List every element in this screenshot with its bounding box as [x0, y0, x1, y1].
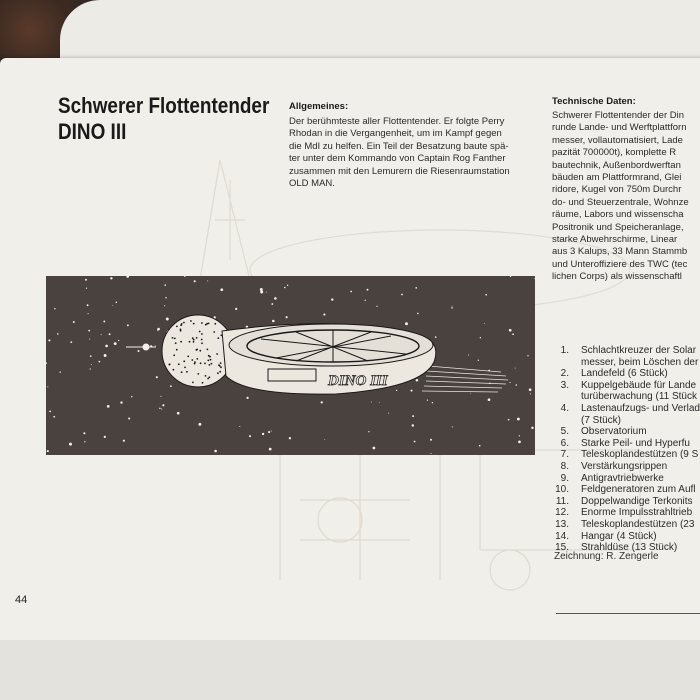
- star: [87, 304, 89, 306]
- star: [430, 439, 432, 441]
- general-line: ter unter dem Kommando von Captain Rog Fanther: [289, 153, 506, 165]
- list-item: [557, 473, 700, 485]
- star: [478, 360, 479, 361]
- sphere-window: [207, 349, 209, 351]
- sphere-window: [193, 339, 195, 341]
- sphere-window: [187, 356, 189, 358]
- sphere-window: [189, 341, 191, 343]
- list-text: Observatorium: [581, 426, 647, 438]
- page-number: 44: [15, 594, 28, 606]
- star: [220, 288, 223, 291]
- sphere-window: [216, 353, 218, 355]
- list-text: Lastenaufzugs- und Verlad: [581, 402, 700, 414]
- list-item: [557, 507, 700, 519]
- star: [48, 339, 50, 341]
- sphere-window: [199, 331, 201, 333]
- sphere-window: [213, 331, 215, 333]
- star: [155, 345, 156, 346]
- sphere-window: [199, 350, 201, 352]
- list-text: Doppelwandige Terkonits: [581, 495, 693, 507]
- list-item: [557, 438, 700, 450]
- star: [485, 294, 487, 296]
- list-item: [557, 519, 700, 531]
- star: [57, 333, 59, 335]
- sphere-window: [191, 359, 193, 361]
- star: [516, 384, 518, 386]
- sphere-window: [219, 365, 221, 367]
- star: [164, 284, 166, 286]
- sphere-window: [220, 362, 222, 364]
- star: [376, 306, 377, 307]
- list-num: 4.: [560, 402, 569, 414]
- star: [260, 291, 263, 294]
- star: [109, 333, 111, 335]
- sphere-window: [183, 322, 185, 324]
- sphere-window: [186, 371, 188, 373]
- sphere-window: [205, 375, 207, 377]
- star: [435, 336, 437, 338]
- star: [116, 302, 118, 304]
- list-item: [557, 496, 700, 508]
- technical-line: Positronik und Speicheranlage,: [552, 221, 684, 233]
- technical-line: ridore, Kugel von 750m Durchr: [552, 184, 682, 196]
- list-text: Teleskoplandestützen (23: [581, 518, 695, 530]
- title-line-1: Schwerer Flottentender: [58, 93, 270, 118]
- list-item: [557, 461, 700, 473]
- star: [198, 423, 201, 426]
- star: [331, 298, 333, 300]
- star: [165, 297, 167, 299]
- sphere-window: [194, 363, 196, 365]
- star: [451, 307, 453, 309]
- sphere-window: [197, 373, 199, 375]
- star: [414, 441, 416, 443]
- star: [519, 435, 520, 436]
- star: [388, 413, 389, 414]
- star: [246, 397, 248, 399]
- star: [85, 279, 87, 281]
- star: [137, 350, 139, 352]
- star: [105, 345, 108, 348]
- footer-rule: [556, 613, 700, 614]
- technical-text: [552, 110, 700, 284]
- sphere-window: [169, 364, 171, 366]
- list-text: Feldgeneratoren zum Aufl: [581, 484, 696, 496]
- list-num: 11.: [555, 495, 569, 507]
- technical-line: do- und Steuerzentrale, Wohnze: [552, 196, 689, 208]
- sphere-window: [193, 341, 195, 343]
- general-line: Rhodan in die Vergangenheit, um im Kampf gegen: [289, 128, 502, 140]
- star: [266, 292, 267, 293]
- title-line-2: DINO III: [58, 119, 127, 144]
- star: [452, 426, 453, 427]
- star: [509, 382, 510, 383]
- list-num: 5.: [560, 426, 569, 438]
- star: [104, 436, 106, 438]
- list-num: 1.: [560, 345, 569, 356]
- dino-iii-illustration: [46, 276, 535, 455]
- star: [468, 355, 469, 356]
- star: [365, 300, 366, 301]
- technical-heading: Technische Daten:: [552, 96, 636, 107]
- star: [161, 408, 162, 409]
- sphere-window: [196, 337, 198, 339]
- star: [430, 453, 431, 454]
- star: [271, 430, 272, 431]
- sphere-window: [201, 333, 203, 335]
- list-text: Kuppelgebäude für Lande: [581, 379, 697, 391]
- technical-line: runde Lande- und Werftplattforn: [552, 122, 687, 134]
- star: [415, 287, 417, 289]
- star: [128, 417, 130, 419]
- sphere-window: [192, 382, 194, 384]
- technical-line: bautechnik, Außenbordwerftan: [552, 159, 681, 171]
- star: [110, 277, 112, 279]
- star: [284, 287, 286, 289]
- sphere-window: [205, 324, 207, 326]
- star: [508, 419, 510, 421]
- sphere-window: [184, 367, 186, 369]
- star: [289, 437, 291, 439]
- star: [118, 340, 119, 341]
- general-line: zusammen mit den Lemurern die Riesenraumstation: [289, 165, 510, 177]
- star: [350, 291, 352, 293]
- command-sphere: [162, 315, 234, 387]
- sphere-window: [192, 337, 194, 339]
- star: [166, 318, 169, 321]
- list-item: [557, 449, 700, 461]
- star: [47, 450, 49, 452]
- list-num: 8.: [560, 460, 569, 472]
- sphere-window: [220, 366, 222, 368]
- sphere-window: [201, 342, 203, 344]
- star: [272, 320, 275, 323]
- list-num: 13.: [555, 518, 569, 530]
- star: [324, 439, 325, 440]
- star: [271, 303, 273, 305]
- sphere-window: [180, 329, 182, 331]
- star: [88, 313, 89, 314]
- list-item: [557, 426, 700, 438]
- general-line: die MdI zu helfen. Ein Teil der Besatzung baute spä-: [289, 140, 509, 152]
- list-text: turüberwachung (11 Stück: [581, 391, 697, 403]
- sphere-window: [211, 363, 213, 365]
- star: [73, 321, 75, 323]
- star: [530, 393, 531, 394]
- star: [249, 435, 251, 437]
- star: [529, 388, 532, 391]
- sphere-window: [176, 326, 178, 328]
- star: [432, 402, 433, 403]
- star: [98, 361, 100, 363]
- star: [104, 354, 107, 357]
- illustration-credit: Zeichnung: R. Zengerle: [554, 551, 659, 562]
- star: [484, 323, 485, 324]
- list-num: 9.: [560, 472, 569, 484]
- star: [512, 333, 514, 335]
- star: [518, 441, 521, 444]
- star: [157, 329, 159, 331]
- list-item: [557, 380, 700, 392]
- general-text: [289, 116, 537, 190]
- star: [170, 385, 172, 387]
- sphere-window: [201, 339, 203, 341]
- list-text: (7 Stück): [581, 414, 622, 426]
- technical-line: pazität 700000t), komplette R: [552, 147, 677, 159]
- star: [123, 440, 125, 442]
- star: [427, 399, 428, 400]
- sphere-window: [217, 372, 219, 374]
- star: [239, 426, 240, 427]
- star: [156, 376, 158, 378]
- star: [509, 329, 512, 332]
- sphere-window: [180, 324, 182, 326]
- star: [531, 427, 533, 429]
- sphere-window: [202, 382, 204, 384]
- sphere-window: [190, 320, 192, 322]
- star: [286, 316, 288, 318]
- star: [131, 396, 132, 397]
- sphere-window: [183, 360, 185, 362]
- list-text: Schlachtkreuzer der Solar: [581, 345, 697, 356]
- general-line: Der berühmteste aller Flottentender. Er folgte Perry: [289, 116, 505, 127]
- general-heading: Allgemeines:: [289, 101, 349, 112]
- star: [88, 330, 90, 332]
- star: [214, 450, 217, 453]
- star: [379, 402, 380, 403]
- technical-line: und Unteroffiziere des TWC (tec: [552, 258, 688, 270]
- technical-line: aus 3 Kalups, 33 Mann Stammb: [552, 246, 688, 258]
- star: [127, 324, 129, 326]
- star: [517, 418, 520, 421]
- list-num: 6.: [560, 437, 569, 449]
- star: [417, 313, 419, 315]
- sphere-window: [173, 369, 175, 371]
- star: [114, 342, 117, 345]
- sphere-window: [210, 359, 212, 361]
- star: [412, 415, 414, 417]
- list-num: 3.: [560, 379, 569, 391]
- star: [371, 402, 372, 403]
- list-item: [557, 415, 700, 427]
- list-text: Landefeld (6 Stück): [581, 368, 668, 380]
- star: [159, 408, 160, 409]
- sphere-window: [196, 349, 198, 351]
- star: [416, 379, 419, 382]
- star: [262, 433, 264, 435]
- list-item: [557, 391, 700, 403]
- sphere-window: [204, 363, 206, 365]
- star: [207, 280, 208, 281]
- hull-lettering: DINO III: [328, 373, 388, 389]
- sphere-window: [196, 358, 198, 360]
- list-item: [557, 403, 700, 415]
- sphere-window: [219, 371, 221, 373]
- star: [268, 431, 270, 433]
- star: [367, 289, 369, 291]
- star: [160, 396, 161, 397]
- star: [269, 448, 272, 451]
- sphere-window: [214, 323, 216, 325]
- star: [86, 288, 87, 289]
- star: [69, 443, 72, 446]
- star: [162, 404, 164, 406]
- list-text: Strahldüse (13 Stück): [581, 542, 678, 554]
- star: [70, 341, 72, 343]
- list-text: Starke Peil- und Hyperfu: [581, 437, 690, 449]
- star: [527, 355, 528, 356]
- technical-line: lichen Corps) als wissenschaftl: [552, 271, 682, 283]
- star: [488, 398, 491, 401]
- list-text: Hangar (4 Stück): [581, 530, 657, 542]
- list-text: messer, beim Löschen der: [581, 356, 699, 368]
- star: [534, 278, 535, 279]
- sphere-window: [209, 376, 211, 378]
- list-text: Verstärkungsrippen: [581, 460, 668, 472]
- list-num: 12.: [555, 507, 569, 519]
- star: [412, 424, 414, 426]
- star: [260, 288, 263, 291]
- star: [53, 416, 55, 418]
- list-item: [557, 531, 700, 543]
- star: [194, 280, 196, 282]
- list-num: 10.: [555, 484, 569, 496]
- sphere-window: [208, 355, 210, 357]
- list-text: Teleskoplandestützen (9 S: [581, 449, 699, 461]
- star: [101, 334, 102, 335]
- star: [90, 355, 92, 357]
- star: [401, 294, 403, 296]
- star: [396, 390, 397, 391]
- star: [84, 441, 85, 442]
- sphere-window: [175, 342, 177, 344]
- sphere-window: [207, 360, 209, 362]
- sphere-window: [174, 338, 176, 340]
- star: [91, 364, 92, 365]
- sphere-window: [173, 354, 175, 356]
- star: [235, 308, 237, 310]
- star: [107, 405, 110, 408]
- sphere-window: [180, 341, 182, 343]
- list-num: 2.: [560, 368, 569, 380]
- list-num: 15.: [555, 542, 569, 554]
- sphere-window: [209, 364, 211, 366]
- star: [54, 308, 55, 309]
- star: [83, 432, 85, 434]
- star: [120, 401, 122, 403]
- sphere-window: [201, 322, 203, 324]
- star: [287, 285, 288, 286]
- star: [470, 393, 471, 394]
- list-text: Antigravtriebwerke: [581, 472, 664, 484]
- general-line: OLD MAN.: [289, 178, 335, 190]
- sphere-window: [172, 337, 174, 339]
- technical-line: messer, vollautomatisiert, Lade: [552, 134, 683, 146]
- star: [177, 412, 180, 415]
- star: [321, 401, 323, 403]
- technical-line: starke Abwehrschirme, Linear: [552, 234, 678, 246]
- star: [103, 320, 105, 322]
- star: [405, 322, 408, 325]
- star: [410, 390, 412, 392]
- sphere-window: [181, 371, 183, 373]
- star: [112, 305, 113, 306]
- list-num: 14.: [555, 530, 569, 542]
- page-title: [58, 93, 269, 145]
- space-scene: [46, 276, 535, 455]
- sphere-window: [200, 362, 202, 364]
- star: [373, 447, 376, 450]
- star: [274, 297, 277, 300]
- star: [164, 305, 165, 306]
- star: [323, 314, 325, 316]
- technical-line: bäuden am Plattformrand, Glei: [552, 172, 682, 184]
- star: [368, 431, 369, 432]
- list-item: [557, 484, 700, 496]
- star: [90, 368, 91, 369]
- star: [89, 339, 90, 340]
- sphere-window: [178, 363, 180, 365]
- star: [479, 445, 481, 447]
- star: [480, 337, 481, 338]
- technical-items-list: [557, 345, 700, 554]
- page-edge: [0, 640, 700, 700]
- list-num: 7.: [560, 449, 569, 461]
- technical-line: räume, Labors und wissenscha: [552, 209, 684, 221]
- star: [49, 411, 51, 413]
- sphere-window: [176, 349, 178, 351]
- star: [47, 386, 48, 387]
- list-item: [557, 345, 700, 357]
- star: [59, 371, 60, 372]
- sphere-window: [217, 337, 219, 339]
- list-item: [557, 357, 700, 369]
- list-text: Enorme Impulsstrahltrieb: [581, 507, 693, 519]
- technical-line: Schwerer Flottentender der Din: [552, 110, 685, 121]
- star: [515, 368, 516, 369]
- star: [452, 306, 453, 307]
- sphere-window: [193, 323, 195, 325]
- list-item: [557, 368, 700, 380]
